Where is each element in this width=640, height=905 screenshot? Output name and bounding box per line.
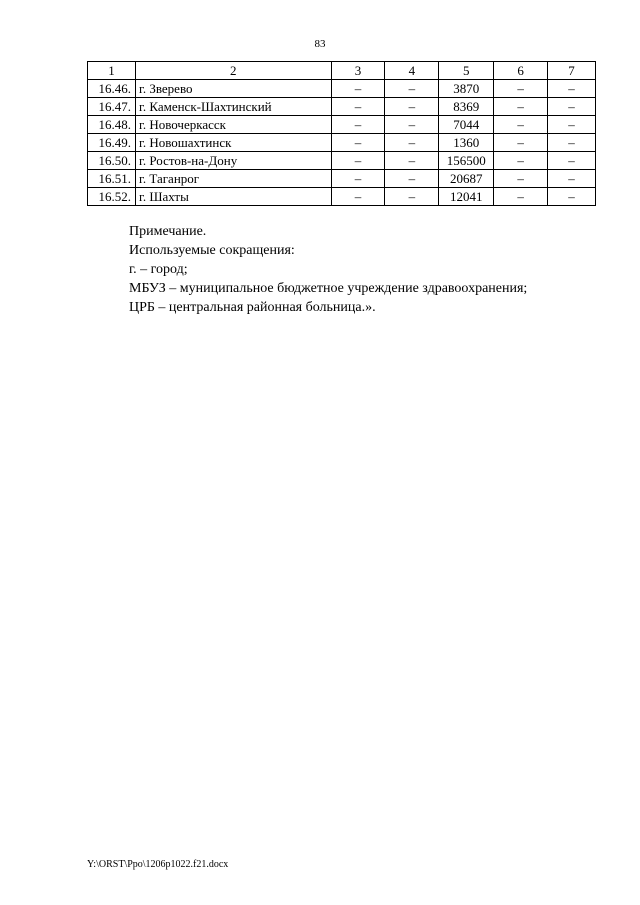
row-number-cell: 16.50. (88, 152, 136, 170)
value-cell: – (548, 188, 596, 206)
city-name-cell: г. Новошахтинск (135, 134, 331, 152)
value-cell: – (385, 134, 439, 152)
value-cell: – (385, 116, 439, 134)
header-cell: 3 (331, 62, 385, 80)
value-cell: – (331, 188, 385, 206)
row-number-cell: 16.47. (88, 98, 136, 116)
value-cell: – (331, 98, 385, 116)
table-body (88, 62, 596, 206)
data-table (87, 61, 596, 206)
row-number-cell: 16.51. (88, 170, 136, 188)
value-cell: – (331, 134, 385, 152)
value-cell: – (385, 170, 439, 188)
table-row (88, 98, 596, 116)
value-cell: – (494, 188, 548, 206)
value-cell: – (548, 152, 596, 170)
value-cell: – (494, 116, 548, 134)
city-name-cell: г. Ростов-на-Дону (135, 152, 331, 170)
value-cell: – (494, 152, 548, 170)
note-line: Используемые сокращения: (129, 243, 295, 258)
value-cell: – (385, 80, 439, 98)
row-number-cell: 16.46. (88, 80, 136, 98)
note-line: МБУЗ – муниципальное бюджетное учреждение здравоохранения; (129, 281, 528, 296)
value-cell: 1360 (439, 134, 494, 152)
value-cell: 156500 (439, 152, 494, 170)
value-cell: 20687 (439, 170, 494, 188)
header-cell: 2 (135, 62, 331, 80)
header-cell: 6 (494, 62, 548, 80)
value-cell: – (331, 170, 385, 188)
city-name-cell: г. Новочеркасск (135, 116, 331, 134)
city-name-cell: г. Шахты (135, 188, 331, 206)
city-name-cell: г. Каменск-Шахтинский (135, 98, 331, 116)
value-cell: 7044 (439, 116, 494, 134)
header-cell: 4 (385, 62, 439, 80)
value-cell: – (548, 170, 596, 188)
footer-file-path: Y:\ORST\Ppo\1206p1022.f21.docx (87, 859, 229, 870)
value-cell: – (548, 98, 596, 116)
value-cell: – (385, 152, 439, 170)
row-number-cell: 16.49. (88, 134, 136, 152)
table-row (88, 80, 596, 98)
notes-block (129, 222, 609, 317)
city-name-cell: г. Зверево (135, 80, 331, 98)
value-cell: – (494, 170, 548, 188)
note-line: ЦРБ – центральная районная больница.». (129, 300, 376, 315)
value-cell: – (494, 98, 548, 116)
table-row (88, 116, 596, 134)
note-title: Примечание. (129, 224, 207, 239)
row-number-cell: 16.48. (88, 116, 136, 134)
value-cell: – (548, 134, 596, 152)
row-number-cell: 16.52. (88, 188, 136, 206)
value-cell: – (494, 80, 548, 98)
table-row (88, 134, 596, 152)
value-cell: – (331, 80, 385, 98)
value-cell: – (331, 152, 385, 170)
table-row (88, 152, 596, 170)
header-cell: 1 (88, 62, 136, 80)
value-cell: 3870 (439, 80, 494, 98)
value-cell: – (548, 80, 596, 98)
value-cell: – (548, 116, 596, 134)
header-cell: 5 (439, 62, 494, 80)
value-cell: – (331, 116, 385, 134)
header-cell: 7 (548, 62, 596, 80)
table-header-row (88, 62, 596, 80)
table-row (88, 170, 596, 188)
value-cell: – (494, 134, 548, 152)
value-cell: 8369 (439, 98, 494, 116)
note-line: г. – город; (129, 262, 188, 277)
table-row (88, 188, 596, 206)
value-cell: – (385, 188, 439, 206)
page-number: 83 (314, 38, 326, 50)
value-cell: 12041 (439, 188, 494, 206)
city-name-cell: г. Таганрог (135, 170, 331, 188)
value-cell: – (385, 98, 439, 116)
